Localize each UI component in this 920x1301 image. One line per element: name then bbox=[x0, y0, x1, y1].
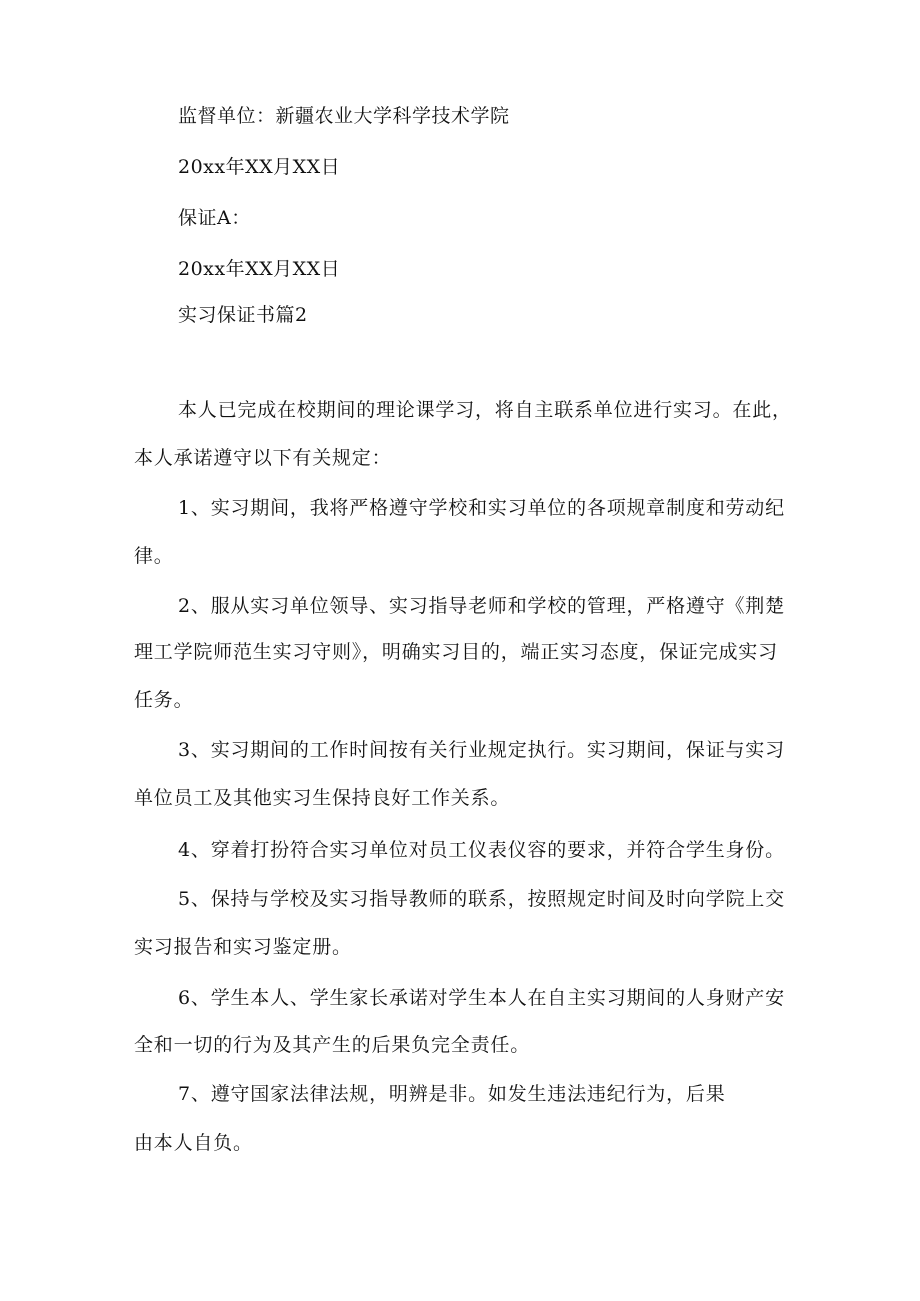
date-line-1: 20xx年XX月XX日 bbox=[178, 156, 341, 178]
item-7-line-1: 7、遵守国家法律法规，明辨是非。如发生违法违纪行为，后果 bbox=[178, 1083, 726, 1105]
intro-line-1: 本人已完成在校期间的理论课学习，将自主联系单位进行实习。在此， bbox=[178, 399, 792, 421]
item-2-line-3: 任务。 bbox=[134, 689, 194, 711]
guarantor-line: 保证A： bbox=[178, 207, 251, 229]
date-line-2: 20xx年XX月XX日 bbox=[178, 258, 341, 280]
item-1-line-2: 律。 bbox=[134, 545, 174, 567]
item-7-line-2: 由本人自负。 bbox=[134, 1132, 253, 1154]
item-6-line-2: 全和一切的行为及其产生的后果负完全责任。 bbox=[134, 1034, 531, 1056]
item-2-line-2: 理工学院师范生实习守则》，明确实习目的，端正实习态度，保证完成实习 bbox=[134, 641, 778, 663]
item-5-line-2: 实习报告和实习鉴定册。 bbox=[134, 936, 352, 958]
supervisor-line: 监督单位：新疆农业大学科学技术学院 bbox=[178, 105, 510, 127]
item-3-line-2: 单位员工及其他实习生保持良好工作关系。 bbox=[134, 787, 511, 809]
intro-line-2: 本人承诺遵守以下有关规定： bbox=[134, 447, 392, 469]
item-3-line-1: 3、实习期间的工作时间按有关行业规定执行。实习期间，保证与实习 bbox=[178, 739, 785, 761]
section-title: 实习保证书篇2 bbox=[178, 304, 308, 326]
item-2-line-1: 2、服从实习单位领导、实习指导老师和学校的管理，严格遵守《荆楚 bbox=[178, 595, 785, 617]
item-5-line-1: 5、保持与学校及实习指导教师的联系，按照规定时间及时向学院上交 bbox=[178, 888, 785, 910]
item-4-line-1: 4、穿着打扮符合实习单位对员工仪表仪容的要求，并符合学生身份。 bbox=[178, 839, 785, 861]
item-1-line-1: 1、实习期间，我将严格遵守学校和实习单位的各项规章制度和劳动纪 bbox=[178, 497, 785, 519]
item-6-line-1: 6、学生本人、学生家长承诺对学生本人在自主实习期间的人身财产安 bbox=[178, 987, 785, 1009]
